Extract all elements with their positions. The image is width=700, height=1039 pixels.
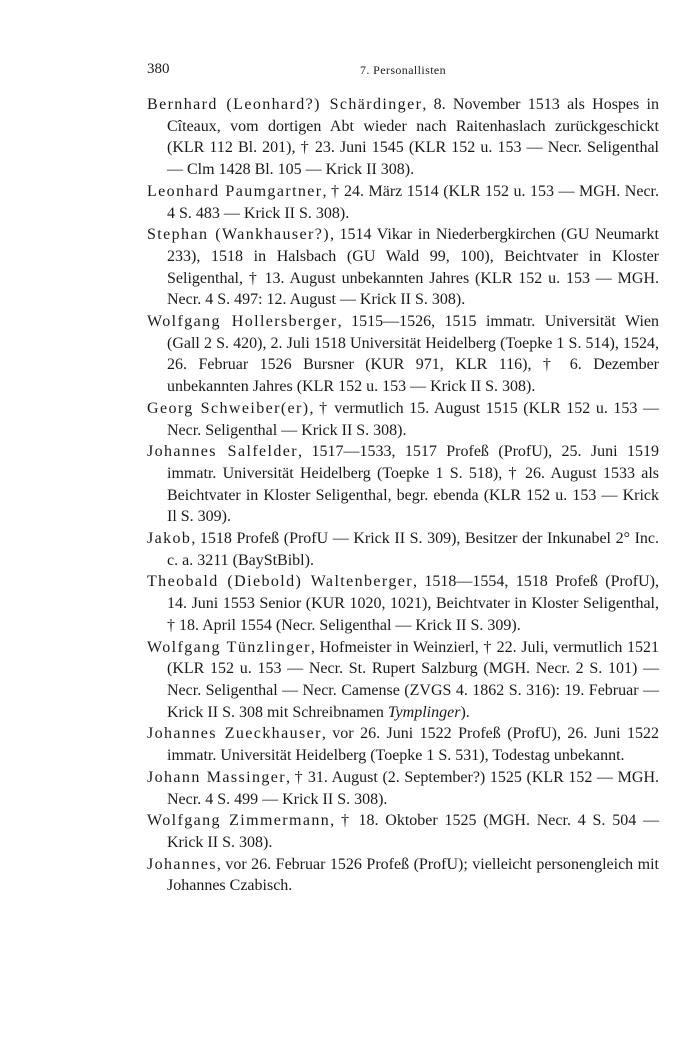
list-entry [147,311,659,398]
entry-name: Wolfgang Tünzlinger [147,638,311,656]
page-header [147,60,659,82]
entry-text: , † 18. Oktober 1525 (MGH. Necr. 4 S. 504 — Krick II S. 308). [167,812,659,851]
entry-text: , † 24. März 1514 (KLR 152 u. 153 — MGH. Necr. 4 S. 483 — Krick II S. 308). [167,182,659,222]
entry-text: , vor 26. Februar 1526 Profeß (ProfU); vielleicht personengleich mit Johannes Czabisch. [167,855,659,895]
list-entry [147,398,659,441]
entry-name: Johannes [147,855,217,873]
list-entry [147,767,659,810]
entry-name: Stephan (Wankhauser?) [147,226,330,244]
list-entry [147,854,659,897]
entry-text: , † vermutlich 15. August 1515 (KLR 152 u. 153 — Necr. Seligenthal — Krick II S. 308). [167,399,660,439]
list-entry [147,637,659,724]
entry-name: Johannes Salfelder [147,443,299,461]
entry-name: Johannes Zueckhauser [147,725,322,743]
list-entry [147,224,659,311]
entry-text: , 8. November 1513 als Hospes in Cîteaux, vom dortigen Abt wieder nach Raitenhaslach zurückgeschickt (KLR 112 Bl. 201), † 23. Juni 1545 (KLR 152 u. 153 — Necr. Seligenthal — Clm 1428 Bl. 105 — Krick II 308). [167,96,659,179]
entry-text: , 1517—1533, 1517 Profeß (ProfU), 25. Juni 1519 immatr. Universität Heidelberg (Toepke 1 S. 518), † 26. August 1533 als Beichtvater in Kloster Seligenthal, begr. ebenda (KLR 152 u. 153 — Krick Il S. 309). [167,443,660,526]
entry-name: Jakob [147,530,192,548]
list-entry [147,571,659,636]
entry-text: , 1518 Profeß (ProfU — Krick II S. 309), Besitzer der Inkunabel 2° Inc. c. a. 3211 (BayStBibl). [167,530,659,569]
entry-text: , vor 26. Juni 1522 Profeß (ProfU), 26. Juni 1522 immatr. Universität Heidelberg (Toepke 1 S. 531), Todestag unbekannt. [167,725,660,765]
running-head: 7. Personallisten [359,63,447,77]
page-number: 380 [147,61,170,77]
entry-text: , 1514 Vikar in Niederbergkirchen (GU Neumarkt 233), 1518 in Halsbach (GU Wald 99, 100), Beichtvater in Kloster Seligenthal, † 13. August unbekannten Jahres (KLR 152 u. 153 — MGH. Necr. 4 S. 497: 12. August — Krick II S. 308). [167,226,660,309]
list-entry [147,441,659,528]
personnel-list [147,94,659,897]
entry-text: , 1518—1554, 1518 Profeß (ProfU), 14. Juni 1553 Senior (KUR 1020, 1021), Beichtvater in Kloster Seligenthal, † 18. April 1554 (Necr. Seligenthal — Krick II S. 309). [167,573,659,634]
entry-name: Bernhard (Leonhard?) Schärdinger [147,96,423,113]
entry-text: , Hofmeister in Weinzierl, † 22. Juli, vermutlich 1521 (KLR 152 u. 153 — Necr. St. Rupert Salzburg (MGH. Necr. 2 S. 101) — Necr. Seligenthal — Necr. Camense (ZVGS 4. 1862 S. 316): 19. Februar — Krick II S. 308 mit Schreibnamen [167,638,660,721]
list-entry [147,528,659,571]
entry-text: , † 31. August (2. September?) 1525 (KLR 152 — MGH. Necr. 4 S. 499 — Krick II S. 308). [167,768,660,808]
entry-italic-text: Tymplinger [387,703,461,721]
entry-name: Wolfgang Zimmermann [147,812,331,830]
list-entry [147,723,659,766]
entry-name: Johann Massinger [147,768,287,786]
entry-name: Georg Schweiber(er) [147,399,310,417]
entry-name: Theobald (Diebold) Waltenberger [147,573,414,591]
document-page [147,60,659,897]
entry-name: Wolfgang Hollersberger [147,313,338,331]
list-entry [147,810,659,853]
entry-name: Leonhard Paumgartner [147,182,323,200]
list-entry [147,181,659,224]
list-entry [147,94,659,181]
entry-text-after: ). [460,703,470,721]
entry-text: , 1515—1526, 1515 immatr. Universität Wien (Gall 2 S. 420), 2. Juli 1518 Universität Heidelberg (Toepke 1 S. 514), 1524, 26. Februar 1526 Bursner (KUR 971, KLR 116), † 6. Dezember unbekannten Jahres (KLR 152 u. 153 — Krick II S. 308). [167,313,660,396]
